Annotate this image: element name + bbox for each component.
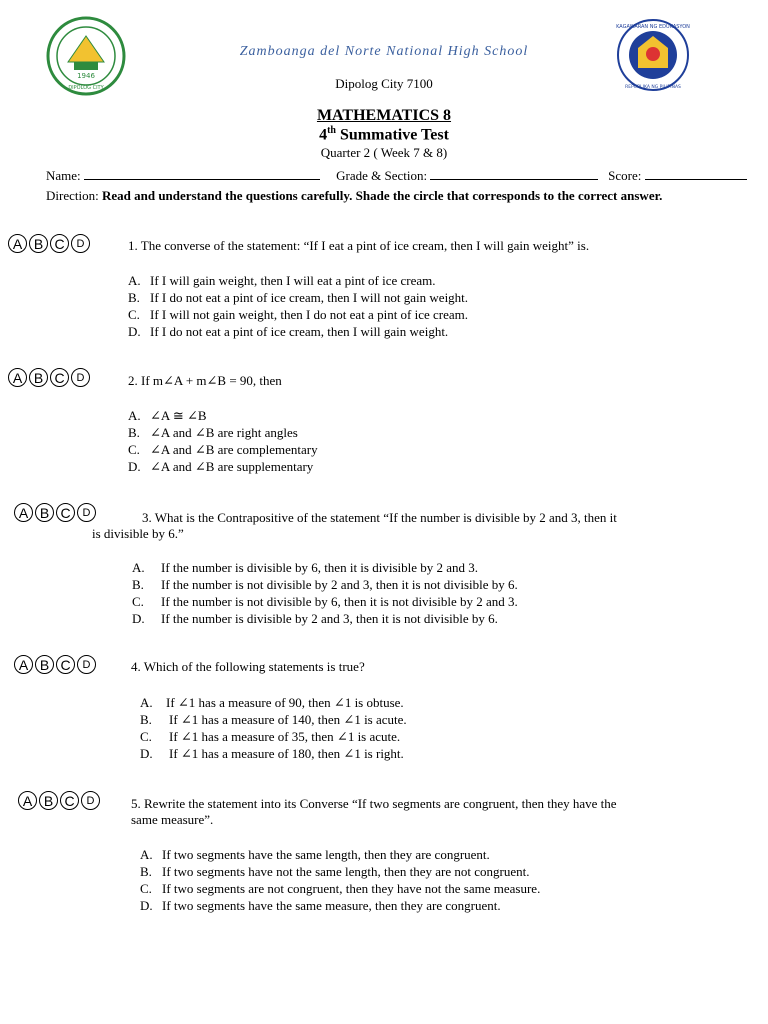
question-5-text: 5. Rewrite the statement into its Converse “If two segments are congruent, then they have the: [131, 796, 617, 811]
svg-text:DIPOLOG CITY: DIPOLOG CITY: [68, 85, 104, 91]
option: C. If I will not gain weight, then I do not eat a pint of ice cream.: [128, 307, 469, 322]
question-3-text: 3. What is the Contrapositive of the statement “If the number is divisible by 2 and 3, then it: [142, 510, 617, 525]
bubble-d[interactable]: D: [71, 234, 90, 253]
bubble-c[interactable]: C: [50, 368, 69, 387]
option: D. If two segments have the same measure, then they are congruent.: [140, 898, 501, 913]
bubble-d[interactable]: D: [71, 368, 90, 387]
option: D. If the number is divisible by 2 and 3, then it is not divisible by 6.: [132, 611, 498, 626]
option: A. If I will gain weight, then I will eat a pint of ice cream.: [128, 273, 436, 288]
answer-bubbles-q5: [18, 791, 102, 810]
quarter-label: Quarter 2 ( Week 7 & 8): [320, 145, 448, 160]
option: A. If the number is divisible by 6, then it is divisible by 2 and 3.: [132, 560, 479, 575]
bubble-a[interactable]: A: [14, 503, 33, 522]
bubble-c[interactable]: C: [56, 655, 75, 674]
question-4-text: 4. Which of the following statements is true?: [131, 659, 365, 674]
option: A. If two segments have the same length, then they are congruent.: [140, 847, 490, 862]
option: D. ∠A and ∠B are supplementary: [128, 459, 314, 474]
answer-bubbles-q4: [14, 655, 98, 674]
option: C. If two segments are not congruent, then they have not the same measure.: [140, 881, 541, 896]
option: C. If the number is not divisible by 6, then it is not divisible by 2 and 3.: [132, 594, 518, 609]
bubble-d[interactable]: D: [77, 503, 96, 522]
bubble-a[interactable]: A: [8, 234, 27, 253]
option: D. If ∠1 has a measure of 180, then ∠1 is right.: [140, 746, 404, 761]
question-2-text: 2. If m∠A + m∠B = 90, then: [128, 373, 282, 388]
subject-title: MATHEMATICS 8: [316, 107, 452, 124]
question-5-options: [140, 846, 540, 914]
bubble-d[interactable]: D: [77, 655, 96, 674]
question-1-options: [128, 272, 468, 340]
bubble-a[interactable]: A: [8, 368, 27, 387]
grade-label: Grade & Section:: [336, 168, 428, 183]
question-2-options: [128, 407, 318, 475]
directions: Direction: Read and understand the questions carefully. Shade the circle that corresponds to the correct answer.: [46, 188, 663, 203]
bubble-b[interactable]: B: [35, 503, 54, 522]
school-name: Zamboanga del Norte National High School: [239, 44, 529, 59]
svg-text:KAGAWARAN NG EDUKASYON: KAGAWARAN NG EDUKASYON: [616, 24, 690, 30]
bubble-b[interactable]: B: [39, 791, 58, 810]
bubble-b[interactable]: B: [29, 234, 48, 253]
question-5-text-cont: same measure”.: [131, 812, 214, 827]
svg-text:1946: 1946: [77, 72, 95, 80]
answer-bubbles-q1: [8, 234, 92, 253]
bubble-a[interactable]: A: [18, 791, 37, 810]
answer-bubbles-q2: [8, 368, 92, 387]
question-1-text: 1. The converse of the statement: “If I eat a pint of ice cream, then I will gain weight” is.: [128, 238, 590, 253]
bubble-c[interactable]: C: [50, 234, 69, 253]
school-city: Dipolog City 7100: [335, 76, 433, 91]
option: C. If ∠1 has a measure of 35, then ∠1 is acute.: [140, 729, 401, 744]
bubble-c[interactable]: C: [60, 791, 79, 810]
bubble-a[interactable]: A: [14, 655, 33, 674]
test-title: 4th Summative Test: [319, 125, 449, 144]
svg-text:REPUBLIKA NG PILIPINAS: REPUBLIKA NG PILIPINAS: [625, 85, 681, 90]
bubble-c[interactable]: C: [56, 503, 75, 522]
option: B. If two segments have not the same length, then they are not congruent.: [140, 864, 530, 879]
bubble-b[interactable]: B: [29, 368, 48, 387]
question-4-options: [140, 694, 407, 762]
bubble-b[interactable]: B: [35, 655, 54, 674]
score-label: Score:: [608, 168, 642, 183]
name-label: Name:: [46, 168, 81, 183]
answer-bubbles-q3: [14, 503, 98, 522]
question-3-options: [132, 559, 518, 627]
bubble-d[interactable]: D: [81, 791, 100, 810]
option: B. If I do not eat a pint of ice cream, then I will not gain weight.: [128, 290, 469, 305]
option: A. ∠A ≅ ∠B: [128, 408, 207, 423]
student-info-row: [46, 168, 747, 184]
name-field[interactable]: [84, 168, 320, 180]
option: C. ∠A and ∠B are complementary: [128, 442, 318, 457]
option: B. If the number is not divisible by 2 and 3, then it is not divisible by 6.: [132, 577, 518, 592]
option: B. If ∠1 has a measure of 140, then ∠1 is acute.: [140, 712, 407, 727]
option: A. If ∠1 has a measure of 90, then ∠1 is obtuse.: [140, 695, 404, 710]
score-field[interactable]: [645, 168, 747, 180]
grade-section-field[interactable]: [430, 168, 598, 180]
question-3-text-cont: is divisible by 6.”: [92, 526, 184, 541]
option: B. ∠A and ∠B are right angles: [128, 425, 298, 440]
option: D. If I do not eat a pint of ice cream, then I will gain weight.: [128, 324, 449, 339]
